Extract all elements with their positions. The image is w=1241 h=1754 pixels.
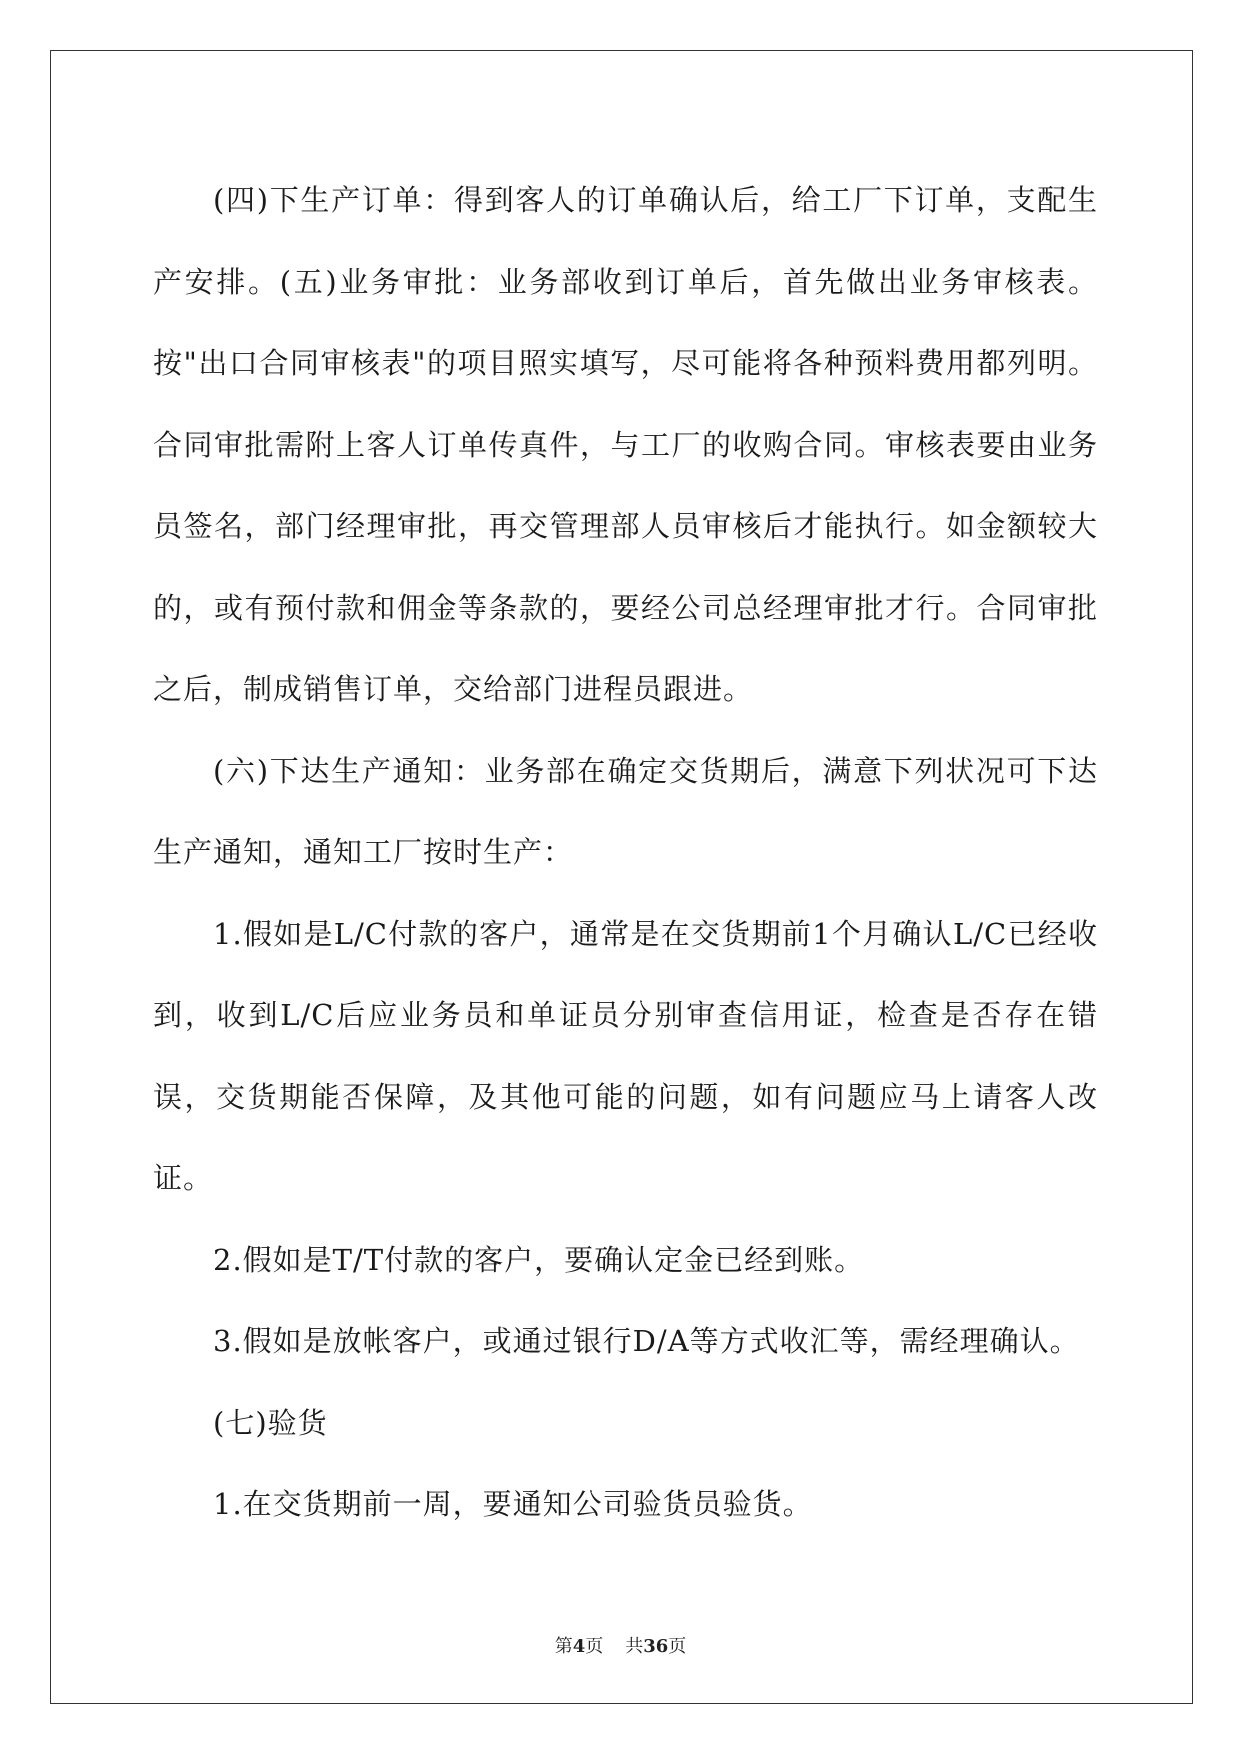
current-page-number: 4 <box>572 1636 586 1657</box>
paragraph-lc-payment: 1.假如是L/C付款的客户，通常是在交货期前1个月确认L/C已经收到，收到L/C后应业务员和单证员分别审查信用证，检查是否存在错误，交货期能否保障，及其他可能的问题，如有问题应马上请客人改证。 <box>153 916 1098 1195</box>
total-page-number: 36 <box>643 1636 669 1657</box>
footer-total-prefix: 共 <box>625 1636 644 1657</box>
page-footer <box>0 1632 1241 1658</box>
paragraph-da-payment: 3.假如是放帐客户，或通过银行D/A等方式收汇等，需经理确认。 <box>213 1324 1080 1358</box>
footer-page-suffix: 页 <box>585 1636 604 1657</box>
footer-total-suffix: 页 <box>668 1636 687 1657</box>
footer-prefix: 第 <box>554 1636 573 1657</box>
paragraph-inspection-notice: 1.在交货期前一周，要通知公司验货员验货。 <box>213 1487 813 1521</box>
paragraph-inspection-heading: (七)验货 <box>213 1405 328 1440</box>
paragraph-order-and-approval: (四)下生产订单：得到客人的订单确认后，给工厂下订单，支配生产安排。(五)业务审批：业务部收到订单后，首先做出业务审核表。按"出口合同审核表"的项目照实填写，尽可能将各种预料费用都列明。合同审批需附上客人订单传真件，与工厂的收购合同。审核表要由业务员签名，部门经理审批，再交管理部人员审核后才能执行。如金额较大的，或有预付款和佣金等条款的，要经公司总经理审批才行。合同审批之后，制成销售订单，交给部门进程员跟进。 <box>153 183 1098 706</box>
document-body <box>153 160 1098 1546</box>
paragraph-production-notice: (六)下达生产通知：业务部在确定交货期后，满意下列状况可下达生产通知，通知工厂按时生产： <box>153 753 1098 869</box>
paragraph-tt-payment: 2.假如是T/T付款的客户，要确认定金已经到账。 <box>213 1242 865 1277</box>
